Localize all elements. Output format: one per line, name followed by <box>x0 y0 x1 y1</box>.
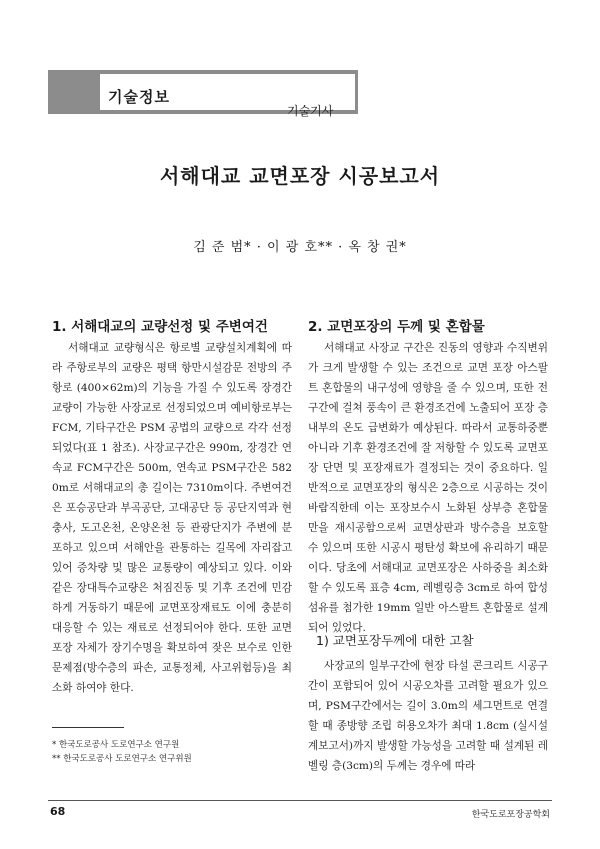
subsection-body: 사장교의 일부구간에 현장 타설 콘크리트 시공구간이 포함되어 있어 시공오차를 고려할 필요가 있으며, PSM구간에서는 길이 3.0m의 세그먼트로 연결할 때 종방향 조립 허용오차가 최대 1.8cm (실시설계보고서)까지 발생할 가능성을 고려할 때 설계된 레벨링 층(3cm)의 두께는 경우에 따라 <box>308 660 548 772</box>
subsection-heading: 1) 교면포장두께에 대한 고찰 <box>316 633 474 648</box>
footer-rule <box>48 800 552 801</box>
section2-body: 서해대교 사장교 구간은 진동의 영향과 수직변위가 크게 발생할 수 있는 조건으로 교면 포장 아스팔트 혼합물의 내구성에 영향을 줄 수 있으며, 또한 전구간에 걸쳐 풍속이 큰 환경조건에 노출되어 포장 층 내부의 온도 급변화가 예상된다. 따라서 교통하중뿐 아니라 기후 환경조건에 잘 저항할 수 있도록 교면포장 단면 및 포장재료가 결정되는 것이 중요하다. 일반적으로 교면포장의 형식은 2층으로 시공하는 것이 바람직한데 이는 포장보수시 노화된 상부층 혼합물만을 재시공함으로써 교면상판과 방수층을 보호할 수 있으며 또한 시공시 평탄성 확보에 유리하기 때문이다. 당초에 서해대교 교면포장은 사하중을 최소화 할 수 있도록 표층 4cm, 레벨링층 3cm로 하여 합성섬유를 첨가한 19mm 일반 아스팔트 혼합물로 설계되어 있었다. <box>308 342 548 634</box>
section2-heading: 2. 교면포장의 두께 및 혼합물 <box>308 319 485 335</box>
header-category: 기술기사 <box>287 104 334 118</box>
section1-body: 서해대교 교량형식은 항로별 교량설치계획에 따라 주항로부의 교량은 평택 항만시설감문 전방의 주항로 (400×62m)의 기능을 가질 수 있도록 장경간 교량이 가능한 사장교로 선정되었으며 예비항로부는 FCM, 기타구간은 PSM 공법의 교량으로 각각 선정되었다(표 1 참조). 사장교구간은 990m, 장경간 연속교 FCM구간은 500m, 연속교 PSM구간은 5820m로 서해대교의 총 길이는 7310m이다. 주변여건은 포승공단과 부곡공단, 고대공단 등 공단지역과 현충사, 도고온천, 온양온천 등 관광단지가 주변에 분포하고 있으며 서해안을 관통하는 길목에 자리잡고 있어 증차량 및 많은 교통량이 예상되고 있다. 이와 같은 장대특수교량은 처짐진동 및 기후 조건에 민감하게 거동하기 때문에 교면포장재료도 이에 충분히 대응할 수 있는 재료로 선정되어야 한다. 또한 교면포장 자체가 장기수명을 확보하여 잦은 보수로 인한 문제점(방수층의 파손, 교통정체, 사고위험등)을 최소화 하여야 한다. <box>52 342 292 694</box>
header-tag: 기술정보 <box>108 88 170 106</box>
footnote-2: ** 한국도로공사 도로연구소 연구위원 <box>52 754 192 764</box>
authors: 김 준 범* · 이 광 호** · 옥 창 권* <box>193 240 407 255</box>
section1-heading: 1. 서해대교의 교량선정 및 주변여건 <box>52 319 268 335</box>
publisher: 한국도로포장공학회 <box>471 810 550 820</box>
page-number: 68 <box>50 805 66 818</box>
footnote-rule <box>52 727 124 728</box>
footnote-1: * 한국도로공사 도로연구소 연구원 <box>52 740 180 750</box>
article-title: 서해대교 교면포장 시공보고서 <box>159 164 441 188</box>
